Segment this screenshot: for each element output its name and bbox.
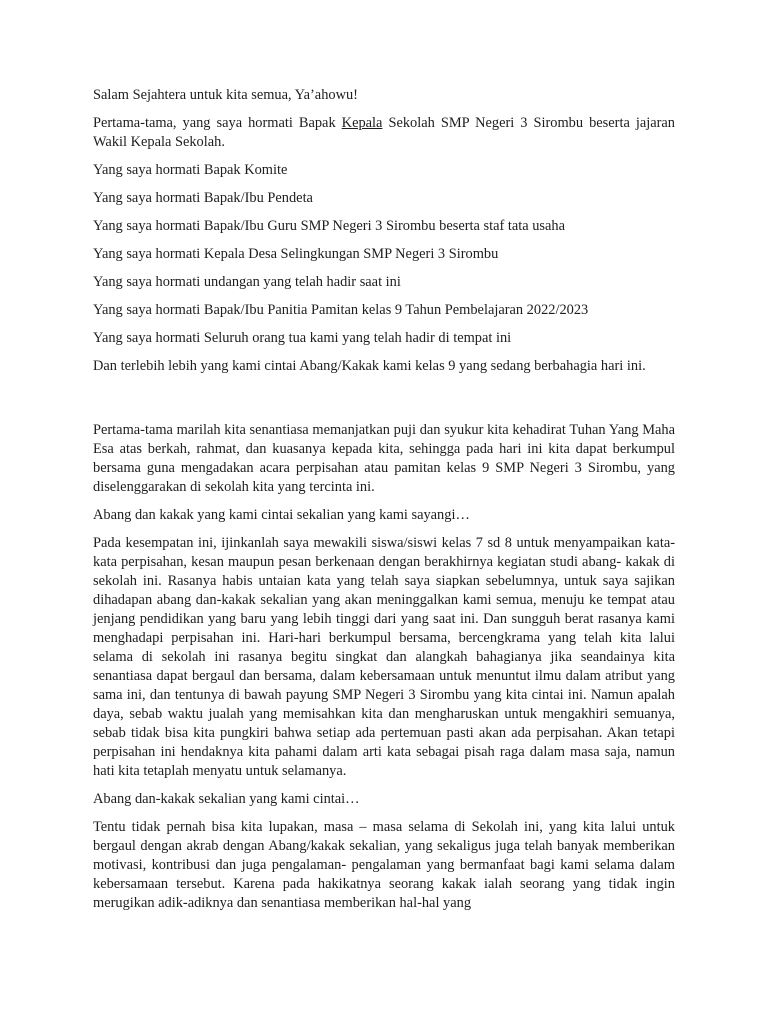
respect-headmaster xyxy=(93,114,675,152)
underlined-word: Kepala xyxy=(341,115,383,131)
respect-line: Yang saya hormati Bapak Komite xyxy=(93,162,288,178)
respect-line: Yang saya hormati Bapak/Ibu Guru SMP Negeri 3 Sirombu beserta staf tata usaha xyxy=(93,218,566,234)
address-line: Abang dan kakak yang kami cintai sekalian yang kami sayangi… xyxy=(93,507,470,523)
respect-prefix: Pertama-tama, yang saya hormati Bapak xyxy=(93,115,342,131)
greeting: Salam Sejahtera untuk kita semua, Ya’ahowu! xyxy=(93,87,358,103)
respect-line: Yang saya hormati undangan yang telah hadir saat ini xyxy=(93,274,401,290)
opening-paragraph: Pertama-tama marilah kita senantiasa memanjatkan puji dan syukur kita kehadirat Tuhan Yang Maha Esa atas berkah, rahmat, dan kuasanya kepada kita, sehingga pada hari ini kita dapat berkumpul bersama guna mengadakan acara perpisahan atau pamitan kelas 9 SMP Negeri 3 Sirombu, yang diselenggarakan di sekolah kita yang tercinta ini. xyxy=(93,422,675,495)
address-line: Abang dan-kakak sekalian yang kami cintai… xyxy=(93,791,360,807)
beloved-paragraph: Dan terlebih lebih yang kami cintai Abang/Kakak kami kelas 9 yang sedang berbahagia hari ini. xyxy=(93,358,646,374)
body-paragraph: Pada kesempatan ini, ijinkanlah saya mewakili siswa/siswi kelas 7 sd 8 untuk menyampaikan kata-kata perpisahan, kesan maupun pesan berkenaan dengan berakhirnya kegiatan studi abang- kakak di sekolah ini. Rasanya habis untaian kata yang telah saya siapkan sebelumnya, untuk saya sajikan dihadapan abang dan-kakak sekalian yang akan meninggalkan kami semua, menuju ke tempat atau jenjang pendidikan yang baru yang lebih tinggi dari yang saat ini. Dan sungguh berat rasanya kami menghadapi perpisahan ini. Hari-hari berkumpul bersama, bercengkrama yang telah kita lalui selama di sekolah ini rasanya begitu singkat dan alangkah bahagianya jika seandainya kita senantiasa dapat bergaul dan bersama, dalam kebersamaan untuk menuntut ilmu dalam atribut yang sama ini, dan tentunya di bawah payung SMP Negeri 3 Sirombu yang kita cintai ini. Namun apalah daya, sebab waktu jualah yang memisahkan kita dan mengharuskan untuk mengakhiri semuanya, sebab tidak bisa kita pungkiri bahwa setiap ada pertemuan pasti akan ada perpisahan. Akan tetapi perpisahan ini hendaknya kita pahami dalam arti kata sebagai pisah raga dalam masa saja, namun hati kita tetaplah menyatu untuk selamanya. xyxy=(93,535,675,779)
respect-line: Yang saya hormati Bapak/Ibu Panitia Pamitan kelas 9 Tahun Pembelajaran 2022/2023 xyxy=(93,302,589,318)
blank-space xyxy=(93,385,675,421)
document-page xyxy=(93,86,675,922)
respect-line: Yang saya hormati Bapak/Ibu Pendeta xyxy=(93,190,313,206)
respect-line: Yang saya hormati Kepala Desa Selingkungan SMP Negeri 3 Sirombu xyxy=(93,246,499,262)
body-paragraph: Tentu tidak pernah bisa kita lupakan, masa – masa selama di Sekolah ini, yang kita lalui untuk bergaul dengan akrab dengan Abang/kakak sekalian, yang sekaligus juga telah banyak memberikan motivasi, kontribusi dan juga pengalaman- pengalaman yang bermanfaat bagi kami selama dalam kebersamaan tersebut. Karena pada hakikatnya seorang kakak ialah seorang yang tidak ingin merugikan adik-adiknya dan senantiasa memberikan hal-hal yang xyxy=(93,819,675,911)
respect-line: Yang saya hormati Seluruh orang tua kami yang telah hadir di tempat ini xyxy=(93,330,512,346)
respect-suffix: Sekolah SMP Negeri 3 Sirombu beserta jajaran Wakil Kepala Sekolah. xyxy=(93,115,675,150)
